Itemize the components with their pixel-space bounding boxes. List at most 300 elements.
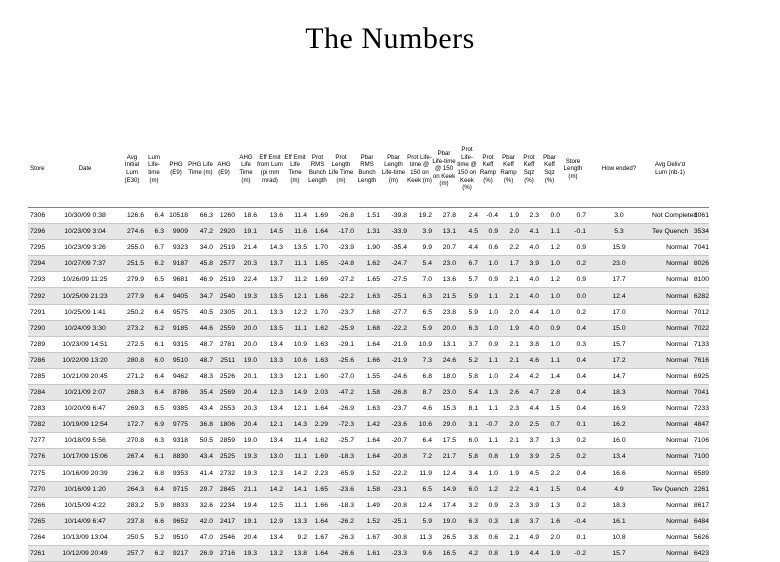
table-cell: 1.1	[539, 352, 560, 368]
table-cell: 1.49	[366, 501, 380, 509]
table-cell: 2234	[219, 501, 235, 509]
table-cell: 6.4	[144, 288, 164, 304]
table-cell: 6.1	[154, 340, 164, 348]
table-cell: 2261	[688, 481, 709, 497]
table-cell: -23.6	[380, 417, 407, 433]
table-cell: 8.1	[468, 405, 478, 413]
table-cell: 10/30/09 0:38	[64, 212, 106, 220]
table-cell: 0.6	[488, 533, 498, 541]
table-cell: -47.2	[328, 385, 354, 401]
table-cell: 1.2	[478, 481, 498, 497]
table-cell: 2732	[219, 469, 235, 477]
table-cell: 1.1	[488, 437, 498, 445]
table-cell: 14.7	[612, 372, 626, 380]
table-cell: 19.3	[243, 469, 257, 477]
table-cell: 18.3	[586, 385, 652, 401]
table-cell: 6.4	[144, 385, 164, 401]
table-cell: 257.7	[120, 545, 144, 561]
table-cell: 13.3	[269, 372, 283, 380]
table-cell: -26.8	[338, 212, 354, 220]
table-cell: 16.0	[612, 437, 626, 445]
column-header: Pbar Keff Sqz (%)	[543, 153, 556, 184]
table-cell: 19.0	[243, 437, 257, 445]
table-cell: 1.9	[509, 212, 519, 220]
table-cell: 0.9	[576, 276, 586, 284]
table-cell: 5.2	[154, 533, 164, 541]
table-cell: 3.4	[468, 469, 478, 477]
table-cell: 2.1	[498, 288, 519, 304]
table-cell: 7290	[28, 320, 50, 336]
column-header: Prot RMS Bunch Length	[308, 153, 327, 184]
table-cell: 15.3	[442, 405, 456, 413]
table-cell: 7295	[30, 244, 46, 252]
table-cell: 2.3	[509, 405, 519, 413]
table-cell: 5.4	[456, 385, 478, 401]
table-cell: 10/23/09 3:26	[64, 244, 106, 252]
table-cell: 1.63	[307, 352, 328, 368]
table-cell: 16.9	[612, 405, 626, 413]
table-cell: 5626	[693, 533, 709, 541]
table-cell: 48.7	[188, 352, 213, 368]
table-cell: 10/23/09 3:04	[50, 224, 120, 240]
table-cell: 236.2	[126, 469, 144, 477]
table-cell: 10518	[169, 212, 188, 220]
table-cell: 8617	[693, 501, 709, 509]
table-cell: 2519	[219, 244, 235, 252]
table-cell: 7616	[688, 352, 709, 368]
table-cell: 1.65	[307, 481, 328, 497]
table-cell: 1061	[693, 212, 709, 220]
table-cell: -39.8	[391, 212, 407, 220]
table-cell: 20.0	[243, 340, 257, 348]
table-cell: 1.42	[354, 417, 380, 433]
table-cell: 6.0	[456, 481, 478, 497]
table-cell: 12.3	[269, 469, 283, 477]
table-cell: 13.5	[257, 288, 283, 304]
table-cell: Normal	[666, 372, 688, 380]
table-cell: 1.61	[354, 545, 380, 561]
table-cell: 48.7	[199, 340, 213, 348]
table-cell: 2.2	[498, 481, 519, 497]
table-cell: 2.0	[498, 224, 519, 240]
table-cell: -26.3	[338, 533, 354, 541]
column-header: Lum Life-time (m)	[148, 153, 160, 184]
table-cell: 16.6	[612, 469, 626, 477]
table-cell: 277.9	[120, 288, 144, 304]
table-cell: 2546	[219, 533, 235, 541]
table-cell: 10/25/09 1:41	[64, 308, 106, 316]
table-cell: 19.1	[235, 513, 257, 529]
table-cell: 10/15/09 4:22	[64, 501, 106, 509]
table-cell: 126.6	[126, 212, 144, 220]
table-cell: 7292	[28, 288, 50, 304]
table-cell: 13.5	[257, 320, 283, 336]
table-cell: 17.7	[612, 276, 626, 284]
table-cell: 10/20/09 6:47	[64, 405, 106, 413]
table-cell: 2526	[219, 372, 235, 380]
table-cell: 1.64	[366, 340, 380, 348]
table-cell: Normal	[652, 288, 688, 304]
table-cell: 14.3	[269, 244, 283, 252]
page-title: The Numbers	[305, 22, 475, 55]
table-cell: 8833	[172, 501, 188, 509]
table-cell: Normal	[652, 320, 688, 336]
table-cell: 7277	[30, 437, 46, 445]
table-cell: 272.5	[126, 340, 144, 348]
table-cell: 1.2	[550, 244, 560, 252]
table-cell: 3.0	[614, 212, 624, 220]
table-cell: 7285	[30, 372, 46, 380]
table-cell: 0.4	[576, 405, 586, 413]
table-row	[28, 368, 709, 384]
table-cell: 273.2	[120, 320, 144, 336]
table-cell: 2.03	[307, 385, 328, 401]
table-cell: 0.7	[576, 212, 586, 220]
table-cell: 13.4	[586, 449, 652, 465]
table-cell: Normal	[666, 340, 688, 348]
table-cell: -24.8	[328, 256, 354, 272]
column-header: Avg Deliv'd Lum (nb-1)	[654, 161, 686, 176]
table-cell: 12.4	[586, 288, 652, 304]
table-row	[28, 336, 709, 352]
table-header	[28, 131, 709, 208]
table-cell: 250.2	[126, 308, 144, 316]
table-cell: 2.4	[468, 212, 478, 220]
table-cell: 18.6	[243, 212, 257, 220]
table-cell: 6484	[688, 513, 709, 529]
table-cell: 0.3	[576, 340, 586, 348]
table-cell: 50.5	[199, 437, 213, 445]
table-cell: 16.5	[432, 545, 456, 561]
table-cell: 1.1	[478, 352, 498, 368]
table-cell: 19.2	[418, 212, 432, 220]
table-cell: 2.29	[307, 417, 328, 433]
table-cell: 0.4	[560, 320, 586, 336]
table-cell: 12.4	[442, 469, 456, 477]
table-cell: 14.5	[257, 224, 283, 240]
table-cell: 6423	[688, 545, 709, 561]
table-cell: 0.8	[478, 545, 498, 561]
table-cell: 40.5	[199, 308, 213, 316]
table-cell: 2577	[213, 256, 235, 272]
table-cell: 20.1	[243, 372, 257, 380]
column-header: Pbar RMS Bunch Length	[357, 153, 377, 184]
table-row	[28, 288, 709, 304]
table-cell: 3.1	[456, 417, 478, 433]
table-cell: 11.1	[283, 449, 307, 465]
table-cell: 1.63	[366, 405, 380, 413]
table-cell: 4.0	[529, 276, 539, 284]
table-cell: 13.4	[269, 437, 283, 445]
table-cell: 4.2	[529, 372, 539, 380]
table-cell: 7041	[693, 244, 709, 252]
table-cell: 11.1	[294, 501, 307, 509]
table-cell: 2.6	[498, 385, 519, 401]
table-cell: 4.6	[519, 352, 539, 368]
table-cell: 6.0	[144, 352, 164, 368]
table-cell: 20.0	[235, 320, 257, 336]
table-cell: 10/14/09 6:47	[50, 513, 120, 529]
numbers-table	[28, 131, 709, 562]
table-cell: 14.2	[257, 481, 283, 497]
table-cell: 26.9	[188, 545, 213, 561]
table-cell: 11.1	[283, 256, 307, 272]
table-cell: 8786	[164, 385, 188, 401]
table-cell: 1.67	[314, 533, 328, 541]
table-cell: 4.4	[519, 545, 539, 561]
table-cell: 1260	[219, 212, 235, 220]
table-cell: 4.7	[519, 385, 539, 401]
table-row	[28, 224, 709, 240]
table-cell: 264.3	[120, 481, 144, 497]
table-cell: 2.1	[509, 276, 519, 284]
table-cell: 1.1	[478, 288, 498, 304]
table-cell: 1.68	[366, 308, 380, 316]
table-cell: 0.2	[576, 501, 586, 509]
table-cell: -0.1	[560, 224, 586, 240]
table-cell: 9.6	[407, 545, 432, 561]
table-cell: 2525	[213, 449, 235, 465]
table-cell: 12.2	[293, 308, 307, 316]
table-row	[28, 240, 709, 256]
table-cell: 41.4	[199, 469, 213, 477]
column-header: Prot Keff Sqz (%)	[523, 153, 535, 184]
table-cell: 17.4	[442, 501, 456, 509]
table-cell: 8026	[688, 256, 709, 272]
column-header: Prot Length Life Time (m)	[328, 153, 354, 184]
table-cell: 7294	[28, 256, 50, 272]
table-row	[28, 433, 709, 449]
table-cell: Normal	[652, 417, 688, 433]
table-cell: 15.0	[586, 320, 652, 336]
table-cell: 2781	[219, 340, 235, 348]
table-cell: 20.4	[243, 533, 257, 541]
table-cell: -21.9	[391, 340, 407, 348]
table-cell: 13.5	[293, 244, 307, 252]
table-cell: 23.0	[586, 256, 652, 272]
table-row	[28, 513, 709, 529]
table-cell: 6.5	[407, 481, 432, 497]
table-cell: 7133	[693, 340, 709, 348]
table-row	[28, 529, 709, 545]
column-header: PHG (E9)	[169, 161, 183, 176]
table-cell: Tev Quench	[652, 481, 688, 497]
table-cell: 13.7	[269, 276, 283, 284]
table-cell: 19.3	[235, 288, 257, 304]
table-cell: 7270	[28, 481, 50, 497]
table-cell: 1.64	[354, 449, 380, 465]
table-cell: 1.9	[539, 545, 560, 561]
table-cell: Normal	[652, 385, 688, 401]
table-cell: Normal	[666, 437, 688, 445]
table-cell: 7.0	[422, 276, 432, 284]
table-cell: Normal	[652, 352, 688, 368]
table-cell: 7296	[28, 224, 50, 240]
table-cell: 1.3	[550, 501, 560, 509]
table-row	[28, 256, 709, 272]
table-cell: 2.4	[509, 372, 519, 380]
table-cell: 13.4	[269, 340, 283, 348]
table-cell: 172.7	[120, 417, 144, 433]
table-row	[28, 272, 709, 288]
table-cell: 6.9	[144, 417, 164, 433]
table-cell: 9681	[172, 276, 188, 284]
table-cell: 1.65	[366, 276, 380, 284]
table-cell: 0.9	[478, 224, 498, 240]
table-cell: 21.5	[432, 288, 456, 304]
table-cell: 0.2	[576, 308, 586, 316]
table-cell: 2.1	[509, 340, 519, 348]
table-cell: 7282	[28, 417, 50, 433]
table-cell: 9353	[172, 469, 188, 477]
table-cell: 13.1	[432, 224, 456, 240]
table-cell: 44.6	[188, 320, 213, 336]
table-body	[28, 208, 709, 562]
table-cell: 10/21/09 20:45	[62, 372, 108, 380]
table-cell: 10/21/09 2:07	[50, 385, 120, 401]
table-cell: 2.1	[509, 437, 519, 445]
table-cell: 13.7	[257, 256, 283, 272]
table-cell: 9323	[172, 244, 188, 252]
table-cell: 32.6	[199, 501, 213, 509]
table-cell: 9.9	[422, 244, 432, 252]
table-cell: 3.9	[519, 256, 539, 272]
table-cell: 1.8	[498, 513, 519, 529]
table-cell: -22.2	[380, 320, 407, 336]
table-cell: 7283	[30, 405, 46, 413]
table-cell: -27.7	[391, 308, 407, 316]
table-cell: -0.4	[560, 513, 586, 529]
table-cell: 20.0	[432, 320, 456, 336]
table-cell: 0.7	[539, 417, 560, 433]
table-cell: 10.6	[283, 352, 307, 368]
table-cell: 2559	[213, 320, 235, 336]
table-cell: -27.5	[391, 276, 407, 284]
table-cell: 1.52	[354, 513, 380, 529]
table-cell: 13.6	[269, 212, 283, 220]
table-cell: 7022	[688, 320, 709, 336]
table-cell: Normal	[652, 256, 688, 272]
table-row	[28, 304, 709, 320]
table-cell: 1.7	[498, 256, 519, 272]
table-cell: 1.63	[314, 340, 328, 348]
table-cell: 5.9	[407, 320, 432, 336]
table-cell: 2540	[213, 288, 235, 304]
table-cell: -21.9	[380, 352, 407, 368]
column-header: Pbar Keff Ramp (%)	[500, 153, 517, 184]
table-cell: 0.9	[576, 244, 586, 252]
table-cell: 7306	[30, 212, 46, 220]
table-cell: -0.2	[560, 545, 586, 561]
table-cell: Normal	[652, 513, 688, 529]
table-cell: 2.0	[509, 308, 519, 316]
table-cell: 0.6	[488, 244, 498, 252]
table-cell: 1.1	[539, 224, 560, 240]
table-cell: 20.1	[243, 308, 257, 316]
table-cell: 4.2	[456, 545, 478, 561]
table-cell: 1.69	[314, 276, 328, 284]
table-cell: 1.3	[550, 437, 560, 445]
table-cell: 2.23	[314, 469, 328, 477]
table-cell: 0.9	[488, 501, 498, 509]
table-row	[28, 481, 709, 497]
table-cell: -25.1	[380, 513, 407, 529]
table-cell: -26.9	[338, 405, 354, 413]
table-cell: 6.5	[154, 276, 164, 284]
table-cell: 10/26/09 11:25	[62, 276, 108, 284]
table-cell: 7012	[693, 308, 709, 316]
table-cell: 0.1	[576, 533, 586, 541]
table-cell: 280.8	[120, 352, 144, 368]
table-cell: 6282	[688, 288, 709, 304]
table-cell: 2845	[213, 481, 235, 497]
table-cell: 36.8	[188, 417, 213, 433]
table-cell: 43.4	[188, 449, 213, 465]
table-cell: 20.7	[442, 244, 456, 252]
table-cell: 9385	[172, 405, 188, 413]
table-cell: 3.9	[519, 449, 539, 465]
table-cell: 5.8	[468, 372, 478, 380]
table-cell: 1806	[213, 417, 235, 433]
table-cell: 13.4	[269, 533, 283, 541]
table-cell: 4.0	[529, 244, 539, 252]
table-cell: 1.65	[307, 256, 328, 272]
table-cell: 8.7	[407, 385, 432, 401]
table-row	[28, 545, 709, 561]
table-cell: 1.58	[354, 481, 380, 497]
table-cell: 0.4	[560, 481, 586, 497]
table-row	[28, 385, 709, 401]
table-cell: 23.0	[432, 256, 456, 272]
table-cell: 3534	[688, 224, 709, 240]
table-cell: 21.7	[432, 449, 456, 465]
table-cell: 9909	[164, 224, 188, 240]
table-cell: 14.3	[283, 417, 307, 433]
table-cell: 12.4	[418, 501, 432, 509]
table-cell: 10.9	[293, 340, 307, 348]
table-cell: -23.9	[338, 244, 354, 252]
table-cell: 4.0	[519, 320, 539, 336]
table-cell: 9217	[164, 545, 188, 561]
table-cell: 26.5	[442, 533, 456, 541]
table-cell: 0.9	[488, 276, 498, 284]
table-cell: -20.8	[391, 501, 407, 509]
table-cell: 12.1	[257, 417, 283, 433]
table-cell: 11.1	[283, 320, 307, 336]
table-cell: Not Completed	[652, 212, 698, 220]
table-cell: Normal	[652, 449, 688, 465]
table-cell: 1.62	[307, 320, 328, 336]
table-cell: Normal	[666, 276, 688, 284]
table-cell: -17.0	[328, 224, 354, 240]
table-cell: 7284	[28, 385, 50, 401]
table-cell: 4.9	[586, 481, 652, 497]
table-cell: 22.4	[243, 276, 257, 284]
table-cell: 19.3	[235, 545, 257, 561]
table-cell: 0.2	[576, 437, 586, 445]
table-cell: 14.9	[432, 481, 456, 497]
table-cell: Normal	[666, 469, 688, 477]
table-cell: 1.60	[314, 372, 328, 380]
table-cell: 1.3	[478, 385, 498, 401]
table-cell: 7264	[30, 533, 46, 541]
table-cell: 5.9	[468, 308, 478, 316]
table-cell: 14.1	[283, 481, 307, 497]
table-cell: 1.64	[307, 224, 328, 240]
table-cell: 6.4	[422, 437, 432, 445]
table-cell: 1.55	[366, 372, 380, 380]
table-cell: 13.4	[269, 405, 283, 413]
